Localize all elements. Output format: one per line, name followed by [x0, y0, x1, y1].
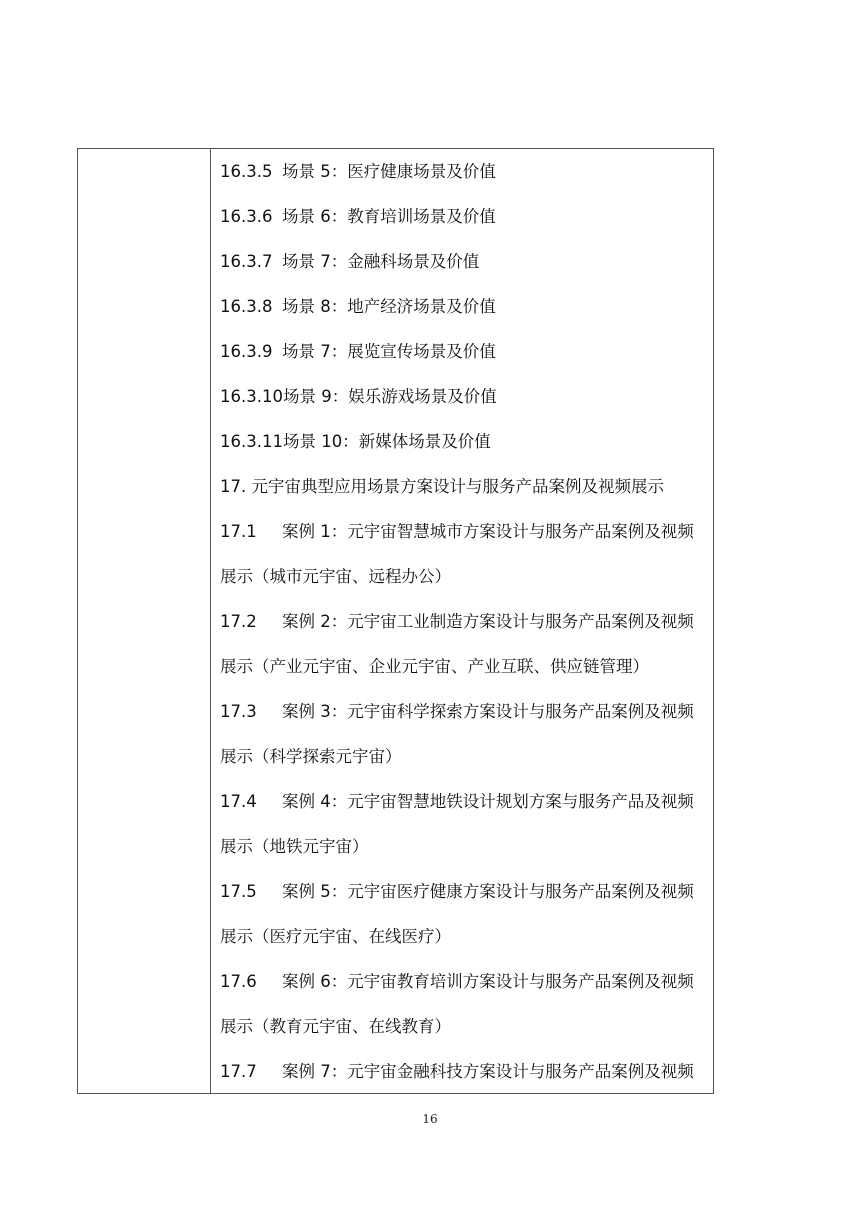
toc-entry-16-3-6: [220, 206, 496, 228]
toc-entry-number: 16.3.6: [220, 207, 273, 226]
toc-entry-number: 16.3.8: [220, 297, 273, 316]
toc-entry-17-4: [220, 791, 694, 813]
toc-entry-17-1: [220, 521, 694, 543]
toc-entry-text: 场景 7：展览宣传场景及价值: [282, 342, 496, 361]
toc-entry-text: 17. 元宇宙典型应用场景方案设计与服务产品案例及视频展示: [220, 477, 664, 496]
toc-table: [77, 148, 714, 1094]
toc-entry-continuation: [220, 1016, 451, 1038]
toc-entry-number: 16.3.10: [220, 387, 283, 406]
toc-entry-text: 场景 6：教育培训场景及价值: [282, 207, 496, 226]
toc-entry-number: 17.7: [220, 1062, 257, 1081]
toc-entry-text: 展示（教育元宇宙、在线教育）: [220, 1017, 451, 1036]
toc-entry-text: 展示（产业元宇宙、企业元宇宙、产业互联、供应链管理）: [220, 657, 649, 676]
toc-entry-16-3-5: [220, 161, 496, 183]
table-left-cell: [78, 149, 211, 1093]
toc-entry-number: 17.5: [220, 882, 257, 901]
toc-entry-continuation: [220, 566, 451, 588]
toc-entry-number: 17.6: [220, 972, 257, 991]
toc-entry-16-3-7: [220, 251, 479, 273]
toc-entry-17-2: [220, 611, 694, 633]
toc-entry-number: 16.3.7: [220, 252, 273, 271]
toc-entry-number: 16.3.9: [220, 342, 273, 361]
toc-entry-text: 展示（城市元宇宙、远程办公）: [220, 567, 451, 586]
toc-section-17: [220, 476, 664, 498]
toc-entry-number: 17.4: [220, 792, 257, 811]
toc-entry-number: 17.1: [220, 522, 257, 541]
toc-entry-text: 场景 7：金融科场景及价值: [282, 252, 480, 271]
toc-entry-17-6: [220, 971, 694, 993]
toc-entry-17-5: [220, 881, 694, 903]
toc-entry-text: 场景 5：医疗健康场景及价值: [282, 162, 496, 181]
toc-entry-text: 场景 10：新媒体场景及价值: [282, 432, 491, 451]
toc-entry-text: 案例 6：元宇宙教育培训方案设计与服务产品案例及视频: [282, 972, 694, 991]
toc-entry-text: 案例 7：元宇宙金融科技方案设计与服务产品案例及视频: [282, 1062, 694, 1081]
toc-entry-16-3-9: [220, 341, 496, 363]
toc-entry-text: 展示（医疗元宇宙、在线医疗）: [220, 927, 451, 946]
table-right-cell: [220, 149, 713, 1093]
toc-entry-continuation: [220, 656, 649, 678]
toc-entry-number: 16.3.5: [220, 162, 273, 181]
toc-entry-number: 17.3: [220, 702, 257, 721]
toc-entry-16-3-8: [220, 296, 496, 318]
toc-entry-continuation: [220, 836, 369, 858]
toc-entry-text: 案例 3：元宇宙科学探索方案设计与服务产品案例及视频: [282, 702, 694, 721]
page-number: 16: [422, 1112, 438, 1126]
toc-entry-continuation: [220, 746, 402, 768]
toc-entry-number: 16.3.11: [220, 432, 283, 451]
toc-entry-17-3: [220, 701, 694, 723]
toc-entry-text: 案例 2：元宇宙工业制造方案设计与服务产品案例及视频: [282, 612, 694, 631]
toc-entry-text: 案例 1：元宇宙智慧城市方案设计与服务产品案例及视频: [282, 522, 694, 541]
toc-entry-text: 展示（地铁元宇宙）: [220, 837, 369, 856]
toc-entry-17-7: [220, 1061, 694, 1083]
toc-entry-16-3-10: [220, 386, 497, 408]
toc-entry-continuation: [220, 926, 451, 948]
toc-entry-number: 17.2: [220, 612, 257, 631]
toc-entry-text: 案例 5：元宇宙医疗健康方案设计与服务产品案例及视频: [282, 882, 694, 901]
toc-entry-text: 场景 9：娱乐游戏场景及价值: [282, 387, 497, 406]
toc-entry-text: 场景 8：地产经济场景及价值: [282, 297, 496, 316]
toc-entry-text: 案例 4：元宇宙智慧地铁设计规划方案与服务产品及视频: [282, 792, 694, 811]
toc-entry-text: 展示（科学探索元宇宙）: [220, 747, 402, 766]
toc-entry-16-3-11: [220, 431, 491, 453]
